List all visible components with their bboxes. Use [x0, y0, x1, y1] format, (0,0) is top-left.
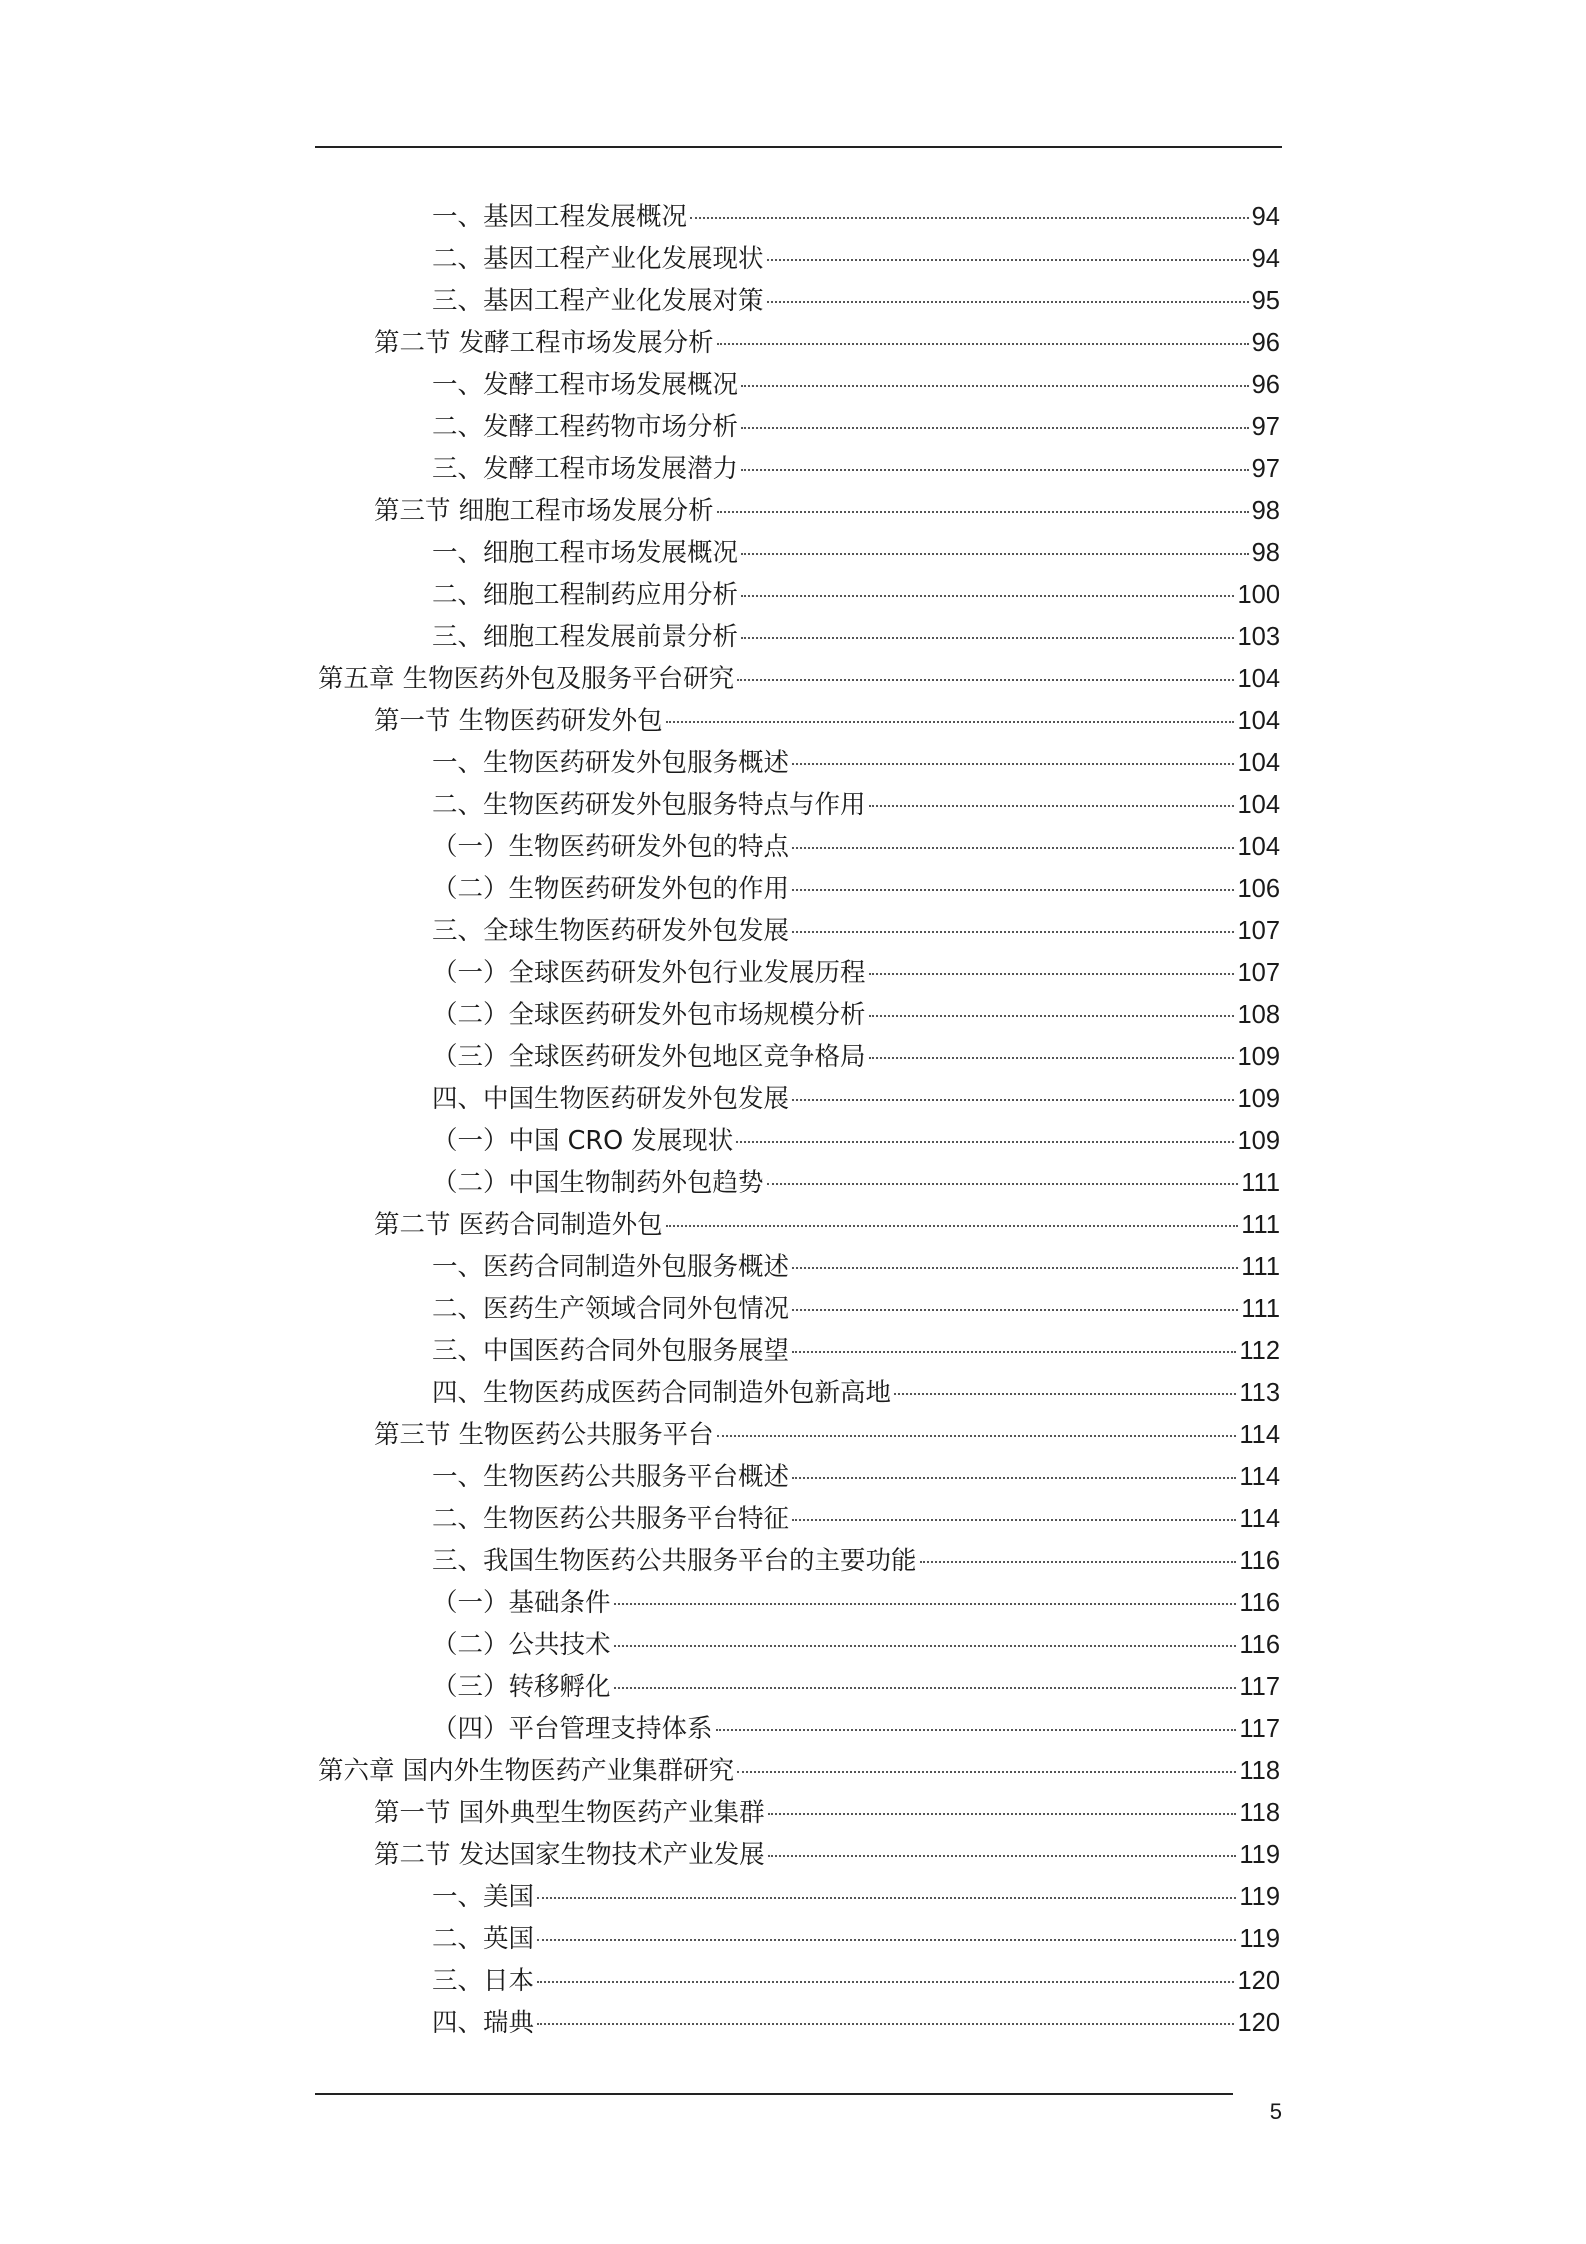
toc-entry-title: 一、生物医药研发外包服务概述 [432, 748, 790, 778]
toc-entry[interactable] [318, 700, 1280, 742]
toc-entry-page: 116 [1239, 1547, 1280, 1575]
toc-entry-title: 第二节 发酵工程市场发展分析 [374, 328, 714, 358]
toc-dot-leader [767, 259, 1249, 261]
toc-entry[interactable] [318, 1078, 1280, 1120]
toc-dot-leader [737, 1771, 1236, 1773]
toc-entry[interactable] [318, 1372, 1280, 1414]
toc-entry-page: 111 [1241, 1211, 1280, 1239]
toc-dot-leader [717, 1435, 1237, 1437]
toc-dot-leader [792, 847, 1234, 849]
toc-entry-page: 111 [1241, 1295, 1280, 1323]
toc-dot-leader [768, 1855, 1237, 1857]
toc-entry-title: 二、生物医药公共服务平台特征 [432, 1504, 790, 1534]
toc-entry[interactable] [318, 1666, 1280, 1708]
toc-entry-page: 94 [1251, 203, 1280, 231]
toc-entry-page: 104 [1237, 791, 1280, 819]
toc-entry-page: 114 [1239, 1463, 1280, 1491]
toc-entry-page: 112 [1239, 1337, 1280, 1365]
toc-entry-title: 第五章 生物医药外包及服务平台研究 [318, 664, 735, 694]
toc-dot-leader [666, 1225, 1239, 1227]
toc-entry-page: 119 [1239, 1883, 1280, 1911]
toc-dot-leader [792, 1099, 1234, 1101]
toc-entry-title: 三、全球生物医药研发外包发展 [432, 916, 790, 946]
toc-entry-page: 104 [1237, 749, 1280, 777]
toc-dot-leader [741, 427, 1249, 429]
toc-entry-page: 113 [1239, 1379, 1280, 1407]
toc-entry[interactable] [318, 1288, 1280, 1330]
toc-entry-title: 二、英国 [432, 1924, 535, 1954]
toc-dot-leader [792, 1519, 1236, 1521]
toc-dot-leader [792, 889, 1234, 891]
toc-entry-page: 97 [1251, 413, 1280, 441]
toc-entry[interactable] [318, 1120, 1280, 1162]
toc-dot-leader [869, 1057, 1235, 1059]
toc-entry-page: 98 [1251, 539, 1280, 567]
toc-entry-title: 第三节 生物医药公共服务平台 [374, 1420, 714, 1450]
toc-entry[interactable] [318, 910, 1280, 952]
toc-entry-title: 一、医药合同制造外包服务概述 [432, 1252, 790, 1282]
page-number: 5 [1269, 2099, 1282, 2124]
table-of-contents [318, 196, 1280, 2044]
toc-entry[interactable] [318, 1246, 1280, 1288]
toc-entry-title: 三、我国生物医药公共服务平台的主要功能 [432, 1546, 917, 1576]
toc-entry-page: 96 [1251, 329, 1280, 357]
toc-dot-leader [792, 931, 1234, 933]
toc-dot-leader [716, 1729, 1237, 1731]
toc-dot-leader [894, 1393, 1236, 1395]
toc-dot-leader [768, 1813, 1237, 1815]
toc-entry-page: 111 [1241, 1169, 1280, 1197]
toc-entry-title: 一、基因工程发展概况 [432, 202, 688, 232]
toc-dot-leader [869, 973, 1235, 975]
toc-dot-leader [537, 1939, 1236, 1941]
toc-entry-title: 三、日本 [432, 1966, 535, 1996]
toc-dot-leader [737, 679, 1234, 681]
toc-entry[interactable] [318, 1750, 1280, 1792]
toc-entry-title: 一、生物医药公共服务平台概述 [432, 1462, 790, 1492]
toc-entry[interactable] [318, 574, 1280, 616]
toc-entry-page: 108 [1237, 1001, 1280, 1029]
toc-entry[interactable] [318, 1162, 1280, 1204]
toc-entry-page: 109 [1237, 1085, 1280, 1113]
toc-dot-leader [537, 2023, 1234, 2025]
toc-entry-page: 109 [1237, 1127, 1280, 1155]
toc-dot-leader [666, 721, 1235, 723]
toc-entry-title: （三）全球医药研发外包地区竞争格局 [432, 1042, 866, 1072]
toc-entry-title: 二、生物医药研发外包服务特点与作用 [432, 790, 866, 820]
toc-entry-page: 117 [1239, 1715, 1280, 1743]
toc-entry[interactable] [318, 1498, 1280, 1540]
toc-entry-title: 四、瑞典 [432, 2008, 535, 2038]
toc-dot-leader [792, 1267, 1238, 1269]
toc-entry-page: 96 [1251, 371, 1280, 399]
toc-entry[interactable] [318, 280, 1280, 322]
toc-entry-page: 97 [1251, 455, 1280, 483]
toc-entry-page: 106 [1237, 875, 1280, 903]
toc-entry[interactable] [318, 448, 1280, 490]
toc-dot-leader [741, 637, 1234, 639]
toc-entry-page: 94 [1251, 245, 1280, 273]
toc-entry[interactable] [318, 322, 1280, 364]
toc-dot-leader [614, 1603, 1237, 1605]
toc-dot-leader [741, 553, 1249, 555]
toc-entry[interactable] [318, 1834, 1280, 1876]
toc-dot-leader [792, 1309, 1238, 1311]
toc-entry-page: 119 [1239, 1925, 1280, 1953]
toc-dot-leader [869, 805, 1235, 807]
toc-entry[interactable] [318, 1960, 1280, 2002]
toc-entry-title: （一）基础条件 [432, 1588, 611, 1618]
toc-dot-leader [792, 763, 1234, 765]
toc-entry-title: 一、美国 [432, 1882, 535, 1912]
toc-entry[interactable] [318, 868, 1280, 910]
header-rule [315, 146, 1282, 148]
toc-entry[interactable] [318, 238, 1280, 280]
toc-entry[interactable] [318, 658, 1280, 700]
toc-entry-title: （一）中国 CRO 发展现状 [432, 1126, 734, 1156]
toc-entry-title: 四、中国生物医药研发外包发展 [432, 1084, 790, 1114]
toc-entry-title: （三）转移孵化 [432, 1672, 611, 1702]
toc-dot-leader [920, 1561, 1237, 1563]
toc-entry[interactable] [318, 1918, 1280, 1960]
toc-entry[interactable] [318, 784, 1280, 826]
toc-dot-leader [741, 469, 1249, 471]
toc-entry-page: 104 [1237, 665, 1280, 693]
toc-entry-title: 三、中国医药合同外包服务展望 [432, 1336, 790, 1366]
toc-dot-leader [792, 1351, 1236, 1353]
toc-entry-title: （四）平台管理支持体系 [432, 1714, 713, 1744]
toc-entry-page: 119 [1239, 1841, 1280, 1869]
toc-dot-leader [869, 1015, 1235, 1017]
toc-dot-leader [537, 1897, 1236, 1899]
toc-entry-title: 二、医药生产领域合同外包情况 [432, 1294, 790, 1324]
toc-entry-page: 104 [1237, 707, 1280, 735]
toc-entry-page: 120 [1237, 1967, 1280, 1995]
toc-entry-page: 114 [1239, 1421, 1280, 1449]
toc-entry-title: 二、发酵工程药物市场分析 [432, 412, 739, 442]
toc-entry-title: 一、发酵工程市场发展概况 [432, 370, 739, 400]
toc-entry-page: 107 [1237, 959, 1280, 987]
toc-entry[interactable] [318, 1456, 1280, 1498]
toc-entry-page: 109 [1237, 1043, 1280, 1071]
toc-entry-page: 120 [1237, 2009, 1280, 2037]
toc-entry[interactable] [318, 196, 1280, 238]
toc-dot-leader [717, 511, 1249, 513]
toc-entry-page: 107 [1237, 917, 1280, 945]
toc-dot-leader [767, 301, 1249, 303]
toc-dot-leader [741, 385, 1249, 387]
toc-entry-title: 第六章 国内外生物医药产业集群研究 [318, 1756, 735, 1786]
toc-entry[interactable] [318, 364, 1280, 406]
toc-dot-leader [792, 1477, 1236, 1479]
toc-entry-title: （二）生物医药研发外包的作用 [432, 874, 790, 904]
toc-entry[interactable] [318, 1792, 1280, 1834]
toc-entry-title: 三、发酵工程市场发展潜力 [432, 454, 739, 484]
toc-entry-page: 103 [1237, 623, 1280, 651]
toc-entry-page: 100 [1237, 581, 1280, 609]
toc-entry[interactable] [318, 1330, 1280, 1372]
toc-entry-page: 118 [1239, 1757, 1280, 1785]
toc-entry-title: 第一节 生物医药研发外包 [374, 706, 663, 736]
toc-entry-title: 第二节 发达国家生物技术产业发展 [374, 1840, 765, 1870]
toc-entry-title: 第三节 细胞工程市场发展分析 [374, 496, 714, 526]
toc-entry[interactable] [318, 1876, 1280, 1918]
toc-dot-leader [717, 343, 1249, 345]
toc-dot-leader [736, 1141, 1234, 1143]
toc-entry-page: 116 [1239, 1589, 1280, 1617]
toc-entry[interactable] [318, 952, 1280, 994]
toc-entry[interactable] [318, 994, 1280, 1036]
toc-dot-leader [614, 1645, 1237, 1647]
toc-entry-page: 104 [1237, 833, 1280, 861]
toc-entry-page: 95 [1251, 287, 1280, 315]
toc-entry-title: 三、细胞工程发展前景分析 [432, 622, 739, 652]
toc-entry[interactable] [318, 2002, 1280, 2044]
toc-entry[interactable] [318, 742, 1280, 784]
toc-entry-page: 118 [1239, 1799, 1280, 1827]
toc-entry-title: （二）中国生物制药外包趋势 [432, 1168, 764, 1198]
toc-entry-page: 114 [1239, 1505, 1280, 1533]
toc-entry-title: （二）全球医药研发外包市场规模分析 [432, 1000, 866, 1030]
toc-entry-page: 111 [1241, 1253, 1280, 1281]
toc-dot-leader [767, 1183, 1239, 1185]
toc-entry[interactable] [318, 532, 1280, 574]
toc-entry-title: （二）公共技术 [432, 1630, 611, 1660]
toc-entry[interactable] [318, 406, 1280, 448]
toc-dot-leader [690, 217, 1249, 219]
toc-dot-leader [741, 595, 1234, 597]
toc-entry[interactable] [318, 1708, 1280, 1750]
toc-entry-title: 一、细胞工程市场发展概况 [432, 538, 739, 568]
toc-entry[interactable] [318, 1582, 1280, 1624]
toc-entry-title: 四、生物医药成医药合同制造外包新高地 [432, 1378, 892, 1408]
toc-dot-leader [614, 1687, 1237, 1689]
toc-entry-page: 98 [1251, 497, 1280, 525]
toc-entry-title: （一）全球医药研发外包行业发展历程 [432, 958, 866, 988]
toc-entry-page: 117 [1239, 1673, 1280, 1701]
toc-entry-title: 三、基因工程产业化发展对策 [432, 286, 764, 316]
toc-entry[interactable] [318, 616, 1280, 658]
toc-entry-title: 第二节 医药合同制造外包 [374, 1210, 663, 1240]
toc-entry[interactable] [318, 490, 1280, 532]
toc-dot-leader [537, 1981, 1234, 1983]
footer-rule [315, 2093, 1233, 2095]
toc-entry[interactable] [318, 826, 1280, 868]
toc-entry-title: 第一节 国外典型生物医药产业集群 [374, 1798, 765, 1828]
toc-entry[interactable] [318, 1036, 1280, 1078]
toc-entry-title: 二、细胞工程制药应用分析 [432, 580, 739, 610]
toc-entry[interactable] [318, 1624, 1280, 1666]
toc-entry-title: （一）生物医药研发外包的特点 [432, 832, 790, 862]
toc-entry-title: 二、基因工程产业化发展现状 [432, 244, 764, 274]
toc-entry[interactable] [318, 1414, 1280, 1456]
toc-entry-page: 116 [1239, 1631, 1280, 1659]
toc-entry[interactable] [318, 1204, 1280, 1246]
toc-entry[interactable] [318, 1540, 1280, 1582]
